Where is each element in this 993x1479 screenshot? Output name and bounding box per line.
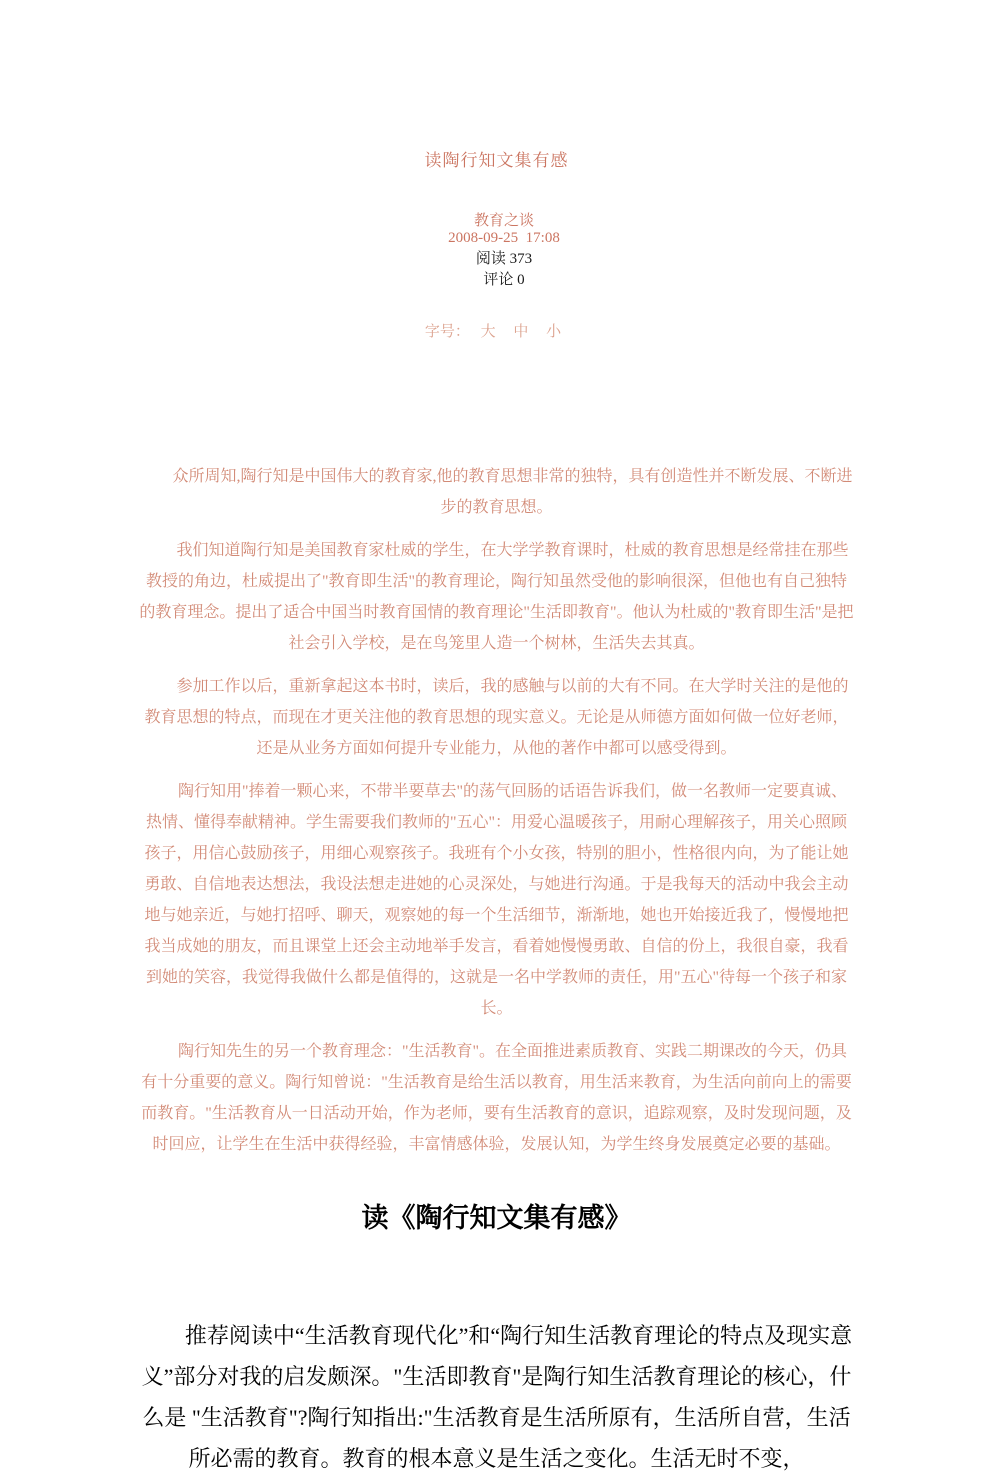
section-heading: 读《陶行知文集有感》 — [361, 1203, 632, 1233]
article-paragraph: 陶行知用"捧着一颗心来，不带半要草去"的荡气回肠的话语告诉我们，做一名教师一定要真诚、热情、懂得奉献精神。学生需要我们教师的"五心"：用爱心温暖孩子，用耐心理解孩子，用关心照顾孩子，用信心鼓励孩子，用细心观察孩子。我班有个小女孩，特别的胆小，性格很内向，为了能让她勇敢、自信地表达想法，我设法想走进她的心灵深处，与她进行沟通。于是我每天的活动中我会主动地与她亲近，与她打招呼、聊天，观察她的每一个生活细节，渐渐地，她也开始接近我了，慢慢地把我当成她的朋友，而且课堂上还会主动地举手发言，看着她慢慢勇敢、自信的份上，我很自豪，我看到她的笑容，我觉得我做什么都是值得的，这就是一名中学教师的责任，用"五心"待每一个孩子和家长。 — [144, 783, 849, 1017]
read-count: 阅读 373 — [475, 251, 533, 267]
article-body — [139, 461, 855, 1160]
article-paragraph: 参加工作以后，重新拿起这本书时，读后，我的感触与以前的大有不同。在大学时关注的是他的教育思想的特点，而现在才更关注他的教育思想的现实意义。无论是从师德方面如何做一位好老师，还是从业务方面如何提升专业能力，从他的著作中都可以感受得到。 — [144, 678, 849, 757]
font-size-row — [0, 320, 993, 341]
font-size-small-button[interactable]: 小 — [546, 324, 562, 340]
section2-paragraph: 推荐阅读中“生活教育现代化”和“陶行知生活教育理论的特点及现实意义”部分对我的启发颇深。"生活即教育"是陶行知生活教育理论的核心，什么是 "生活教育"?陶行知指出:"生活教育是生活所原有，生活所自营，生活所必需的教育。教育的根本意义是生活之变化。生活无时不变， — [140, 1323, 853, 1471]
post-title: 读陶行知文集有感 — [424, 151, 569, 170]
font-size-label: 字号： — [424, 324, 470, 340]
comment-count: 评论 0 — [483, 272, 525, 288]
section2-body — [0, 1315, 993, 1479]
article-paragraph: 我们知道陶行知是美国教育家杜威的学生，在大学学教育课时，杜威的教育思想是经常挂在那些教授的角边，杜威提出了"教育即生活"的教育理论，陶行知虽然受他的影响很深，但他也有自己独特的教育理念。提出了适合中国当时教育国情的教育理论"生活即教育"。他认为杜威的"教育即生活"是把社会引入学校，是在鸟笼里人造一个树林，生活失去其真。 — [139, 542, 854, 652]
article-paragraph: 众所周知,陶行知是中国伟大的教育家,他的教育思想非常的独特，具有创造性并不断发展、不断进步的教育思想。 — [140, 468, 853, 516]
category-link[interactable]: 教育之谈 — [473, 213, 534, 229]
font-size-medium-button[interactable]: 中 — [513, 324, 529, 340]
post-meta — [0, 192, 993, 306]
font-size-large-button[interactable]: 大 — [480, 324, 496, 340]
post-date: 2008-09-25 17:08 — [448, 230, 560, 246]
article-paragraph: 陶行知先生的另一个教育理念："生活教育"。在全面推进素质教育、实践二期课改的今天，仍具有十分重要的意义。陶行知曾说："生活教育是给生活以教育，用生活来教育，为生活向前向上的需要而教育。"生活教育从一日活动开始，作为老师，要有生活教育的意识，追踪观察，及时发现问题，及时回应，让学生在生活中获得经验，丰富情感体验，发展认知，为学生终身发展奠定必要的基础。 — [141, 1043, 852, 1153]
